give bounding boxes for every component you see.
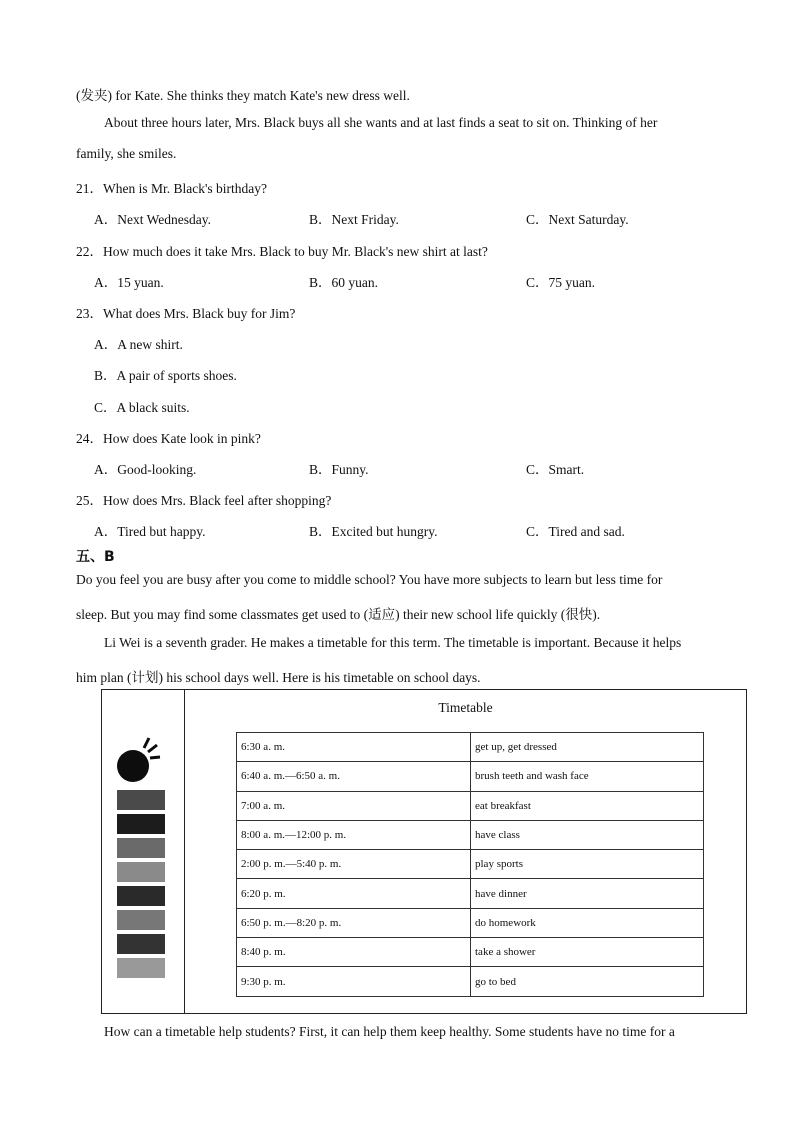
- question-24-stem: 24．How does Kate look in pink?: [76, 431, 261, 446]
- passage-b-line-2: sleep. But you may find some classmates get used to (适应) their new school life quickly (很快).: [76, 607, 601, 622]
- table-row: [237, 967, 704, 996]
- question-21-option-c: C．Next Saturday.: [526, 212, 629, 227]
- question-22-option-c: C．75 yuan.: [526, 275, 595, 290]
- timetable-table: [236, 732, 704, 997]
- question-21-option-a: A．Next Wednesday.: [94, 212, 212, 227]
- activity-cell: have dinner: [471, 879, 704, 908]
- activity-cell: eat breakfast: [471, 791, 704, 820]
- activity-cell: have class: [471, 820, 704, 849]
- time-cell: 6:50 p. m.—8:20 p. m.: [237, 908, 471, 937]
- time-cell: 9:30 p. m.: [237, 967, 471, 996]
- question-21-option-b: B．Next Friday.: [309, 212, 399, 227]
- table-row: [237, 820, 704, 849]
- question-25-option-a: A．Tired but happy.: [94, 524, 206, 539]
- black-ball-icon: [117, 750, 149, 782]
- timetable-title: Timetable: [438, 700, 493, 715]
- table-row: [237, 733, 704, 762]
- spark-lines-icon: [144, 738, 160, 758]
- time-cell: 6:30 a. m.: [237, 733, 471, 762]
- passage-b-line-5: How can a timetable help students? First, it can help them keep healthy. Some students have no time for a: [104, 1024, 675, 1039]
- question-21-stem: 21．When is Mr. Black's birthday?: [76, 181, 268, 196]
- activity-cell: do homework: [471, 908, 704, 937]
- passage-b-line-1: Do you feel you are busy after you come to middle school? You have more subjects to learn but less time for: [76, 572, 663, 587]
- question-24-option-c: C．Smart.: [526, 462, 585, 477]
- time-cell: 6:40 a. m.—6:50 a. m.: [237, 762, 471, 791]
- passage-b-line-3: Li Wei is a seventh grader. He makes a timetable for this term. The timetable is important. Because it helps: [104, 635, 682, 650]
- question-23-option-c: C．A black suits.: [94, 400, 190, 415]
- figure-divider: [184, 690, 185, 1013]
- activity-cell: brush teeth and wash face: [471, 762, 704, 791]
- table-row: [237, 791, 704, 820]
- activity-cell: play sports: [471, 850, 704, 879]
- decorative-illustration: [114, 730, 170, 980]
- passage-b-line-4: him plan (计划) his school days well. Here is his timetable on school days.: [76, 670, 481, 685]
- time-cell: 6:20 p. m.: [237, 879, 471, 908]
- passage-a-line-2: About three hours later, Mrs. Black buys all she wants and at last finds a seat to sit on. Thinking of her: [104, 115, 658, 130]
- section-heading: 五、B: [76, 549, 115, 565]
- passage-a-line-1: (发夹) for Kate. She thinks they match Kate's new dress well.: [76, 88, 410, 103]
- question-23-option-a: A．A new shirt.: [94, 337, 183, 352]
- activity-cell: get up, get dressed: [471, 733, 704, 762]
- question-25-option-c: C．Tired and sad.: [526, 524, 625, 539]
- question-24-option-b: B．Funny.: [309, 462, 369, 477]
- question-25-option-b: B．Excited but hungry.: [309, 524, 438, 539]
- time-cell: 8:40 p. m.: [237, 938, 471, 967]
- time-cell: 2:00 p. m.—5:40 p. m.: [237, 850, 471, 879]
- activity-cell: take a shower: [471, 938, 704, 967]
- passage-a-line-3: family, she smiles.: [76, 146, 177, 161]
- question-23-stem: 23．What does Mrs. Black buy for Jim?: [76, 306, 296, 321]
- question-22-option-a: A．15 yuan.: [94, 275, 164, 290]
- question-22-stem: 22．How much does it take Mrs. Black to buy Mr. Black's new shirt at last?: [76, 244, 488, 259]
- question-24-option-a: A．Good-looking.: [94, 462, 197, 477]
- activity-cell: go to bed: [471, 967, 704, 996]
- time-cell: 7:00 a. m.: [237, 791, 471, 820]
- timetable-figure: [101, 689, 747, 1014]
- time-cell: 8:00 a. m.—12:00 p. m.: [237, 820, 471, 849]
- question-25-stem: 25．How does Mrs. Black feel after shopping?: [76, 493, 332, 508]
- table-row: [237, 879, 704, 908]
- table-row: [237, 762, 704, 791]
- question-23-option-b: B．A pair of sports shoes.: [94, 368, 237, 383]
- table-row: [237, 908, 704, 937]
- table-row: [237, 938, 704, 967]
- question-22-option-b: B．60 yuan.: [309, 275, 378, 290]
- table-row: [237, 850, 704, 879]
